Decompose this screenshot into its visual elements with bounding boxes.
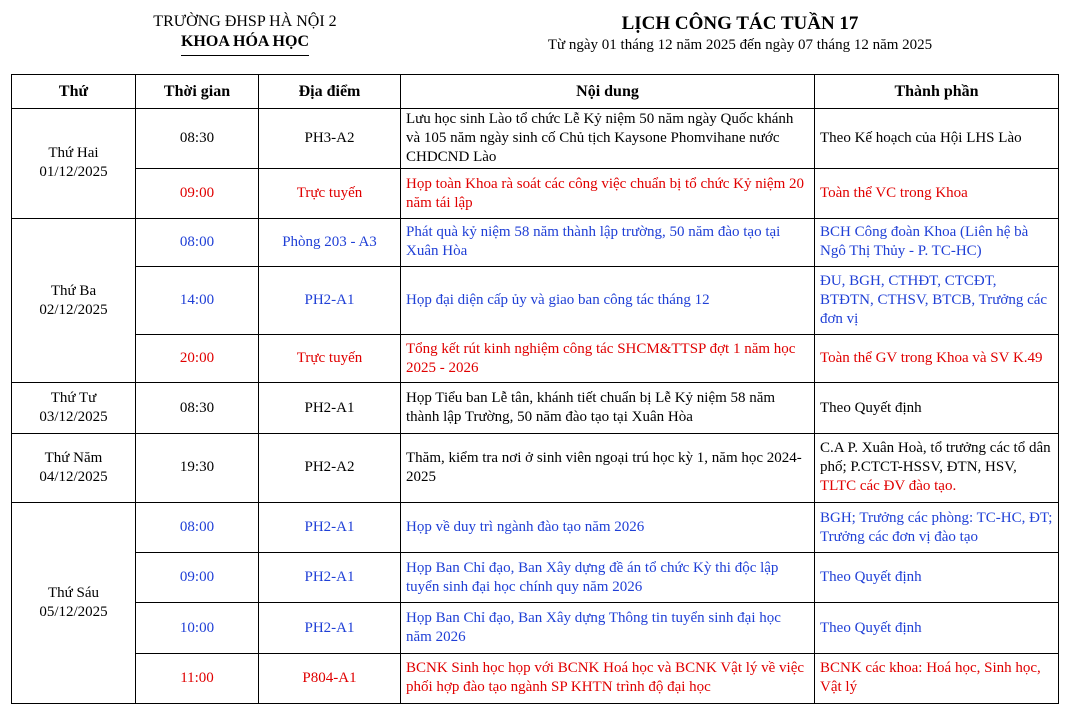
event-participants: Theo Quyết định (815, 383, 1059, 433)
event-content: Phát quà kỷ niệm 58 năm thành lập trường, 50 năm đào tạo tại Xuân Hòa (401, 218, 815, 266)
faculty-underline (181, 55, 309, 56)
participants-text: C.A P. Xuân Hoà, tổ trưởng các tổ dân phố; P.CTCT-HSSV, ĐTN, HSV, (820, 440, 1051, 476)
event-time: 20:00 (136, 335, 259, 383)
column-header-day: Thứ (12, 75, 136, 109)
event-content: Tổng kết rút kinh nghiệm công tác SHCM&TTSP đợt 1 năm học 2025 - 2026 (401, 335, 815, 383)
day-date: 02/12/2025 (39, 301, 108, 318)
event-place: Phòng 203 - A3 (259, 218, 401, 266)
event-place: PH2-A1 (259, 502, 401, 552)
event-time: 10:00 (136, 603, 259, 653)
column-header-time: Thời gian (136, 75, 259, 109)
day-cell-monday (12, 109, 136, 219)
event-place: PH2-A1 (259, 383, 401, 433)
day-date: 03/12/2025 (39, 409, 108, 426)
event-content: Họp Tiểu ban Lễ tân, khánh tiết chuẩn bị Lễ Kỷ niệm 58 năm thành lập Trường, 50 năm đào tạo tại Xuân Hòa (401, 383, 815, 433)
day-date: 04/12/2025 (39, 468, 108, 485)
table-row (12, 335, 1059, 383)
event-participants: BCH Công đoàn Khoa (Liên hệ bà Ngô Thị Thủy - P. TC-HC) (815, 218, 1059, 266)
event-participants: BCNK các khoa: Hoá học, Sinh học, Vật lý (815, 653, 1059, 703)
day-name: Thứ Tư (50, 390, 97, 407)
header-right (470, 12, 1010, 54)
event-place: P804-A1 (259, 653, 401, 703)
table-row (12, 109, 1059, 169)
column-header-place: Địa điểm (259, 75, 401, 109)
event-participants: Toàn thể VC trong Khoa (815, 169, 1059, 218)
page-title: LỊCH CÔNG TÁC TUẦN 17 (621, 13, 859, 34)
event-place: Trực tuyến (259, 335, 401, 383)
event-time: 09:00 (136, 169, 259, 218)
day-name: Thứ Sáu (47, 584, 100, 601)
event-time: 19:30 (136, 433, 259, 502)
header-left (110, 12, 380, 56)
event-time: 11:00 (136, 653, 259, 703)
event-participants (815, 433, 1059, 502)
table-row (12, 383, 1059, 433)
event-content: Họp đại diện cấp ủy và giao ban công tác tháng 12 (401, 266, 815, 334)
table-row (12, 553, 1059, 603)
event-content: Họp toàn Khoa rà soát các công việc chuẩn bị tổ chức Kỷ niệm 20 năm tái lập (401, 169, 815, 218)
event-place: PH3-A2 (259, 109, 401, 169)
table-row (12, 433, 1059, 502)
column-header-content: Nội dung (401, 75, 815, 109)
event-participants: Theo Quyết định (815, 553, 1059, 603)
event-participants: Theo Kế hoạch của Hội LHS Lào (815, 109, 1059, 169)
schedule-table (11, 74, 1059, 704)
event-content: Lưu học sinh Lào tổ chức Lễ Kỷ niệm 50 năm ngày Quốc khánh và 105 năm ngày sinh cố Chủ tịch Kaysone Phomvihane nước CHDCND Lào (401, 109, 815, 169)
table-row (12, 502, 1059, 552)
event-content: BCNK Sinh học họp với BCNK Hoá học và BCNK Vật lý về việc phối hợp đào tạo ngành SP KHTN trình độ đại học (401, 653, 815, 703)
event-time: 08:30 (136, 383, 259, 433)
day-name: Thứ Ba (50, 282, 97, 299)
table-row (12, 218, 1059, 266)
event-participants: Theo Quyết định (815, 603, 1059, 653)
event-participants: ĐU, BGH, CTHĐT, CTCĐT, BTĐTN, CTHSV, BTCB, Trưởng các đơn vị (815, 266, 1059, 334)
day-cell-wednesday (12, 383, 136, 433)
event-content: Họp về duy trì ngành đào tạo năm 2026 (401, 502, 815, 552)
event-place: PH2-A1 (259, 553, 401, 603)
event-content: Thăm, kiểm tra nơi ở sinh viên ngoại trú học kỳ 1, năm học 2024-2025 (401, 433, 815, 502)
column-header-participants: Thành phần (815, 75, 1059, 109)
event-place: Trực tuyến (259, 169, 401, 218)
table-header-row (12, 75, 1059, 109)
day-cell-friday (12, 502, 136, 703)
school-name: TRƯỜNG ĐHSP HÀ NỘI 2 (153, 13, 337, 30)
event-place: PH2-A1 (259, 603, 401, 653)
event-time: 08:30 (136, 109, 259, 169)
event-content: Họp Ban Chỉ đạo, Ban Xây dựng đề án tổ chức Kỳ thi độc lập tuyển sinh đại học chính quy năm 2026 (401, 553, 815, 603)
day-cell-thursday (12, 433, 136, 502)
faculty-name: KHOA HÓA HỌC (180, 33, 309, 50)
date-range: Từ ngày 01 tháng 12 năm 2025 đến ngày 07 tháng 12 năm 2025 (547, 37, 933, 53)
event-place: PH2-A2 (259, 433, 401, 502)
event-participants: Toàn thể GV trong Khoa và SV K.49 (815, 335, 1059, 383)
table-row (12, 266, 1059, 334)
participants-red-text: TLTC các ĐV đào tạo. (820, 478, 957, 495)
event-place: PH2-A1 (259, 266, 401, 334)
day-date: 05/12/2025 (39, 603, 108, 620)
event-time: 14:00 (136, 266, 259, 334)
table-row (12, 603, 1059, 653)
event-time: 08:00 (136, 502, 259, 552)
event-participants: BGH; Trưởng các phòng: TC-HC, ĐT; Trưởng các đơn vị đào tạo (815, 502, 1059, 552)
event-time: 08:00 (136, 218, 259, 266)
event-content: Họp Ban Chỉ đạo, Ban Xây dựng Thông tin tuyển sinh đại học năm 2026 (401, 603, 815, 653)
event-time: 09:00 (136, 553, 259, 603)
day-date: 01/12/2025 (39, 164, 108, 181)
day-name: Thứ Hai (48, 145, 99, 162)
table-row (12, 169, 1059, 218)
day-name: Thứ Năm (44, 449, 103, 466)
day-cell-tuesday (12, 218, 136, 383)
table-row (12, 653, 1059, 703)
